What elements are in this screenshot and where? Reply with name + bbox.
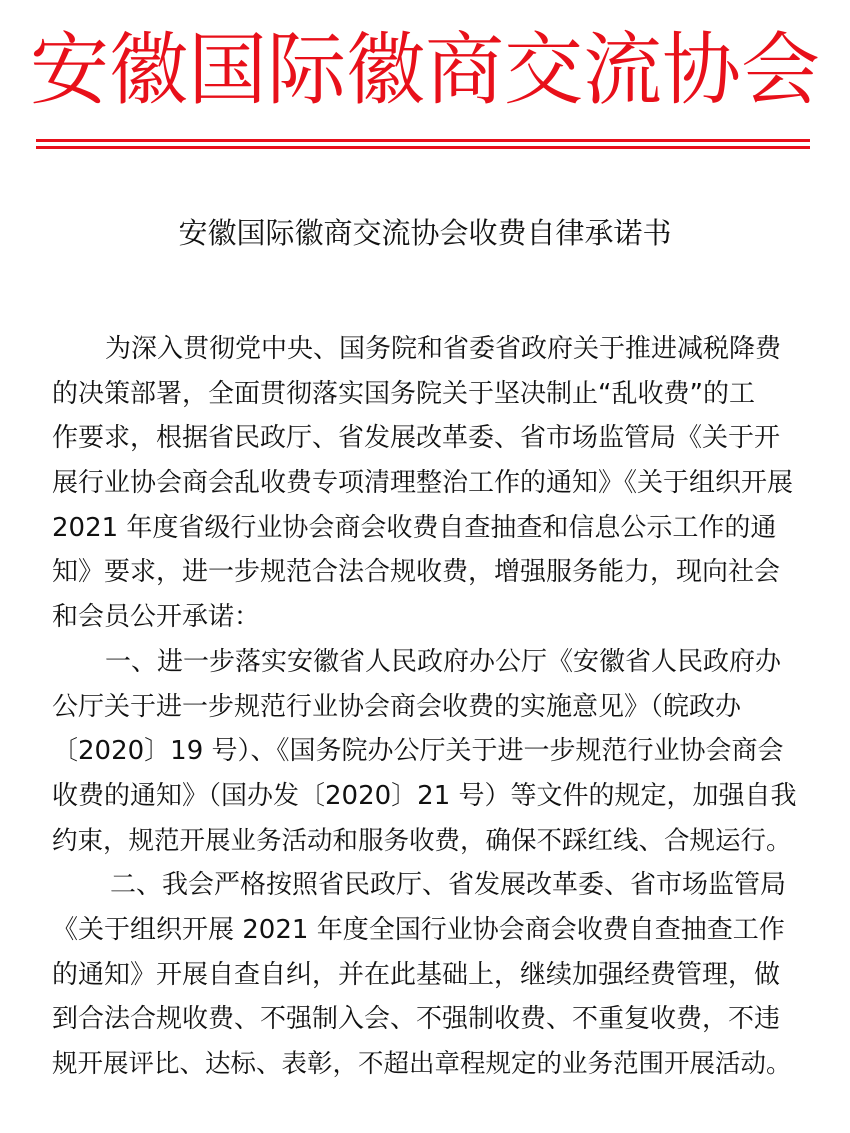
body-line: 约束，规范开展业务活动和服务收费，确保不踩红线、合规运行。 [52, 825, 792, 856]
body-line: 2021 年度省级行业协会商会收费自查抽查和信息公示工作的通 [52, 512, 777, 543]
org-masthead [0, 20, 850, 120]
org-masthead-text: 安徽国际徽商交流协会 [30, 24, 820, 116]
body-line: 《关于组织开展 2021 年度全国行业协会商会收费自查抽查工作 [52, 914, 785, 945]
body-line: 到合法合规收费、不强制入会、不强制收费、不重复收费，不违 [52, 1004, 781, 1035]
body-line: 作要求，根据省民政厅、省发展改革委、省市场监管局《关于开 [52, 423, 781, 454]
masthead-rule-bottom [36, 146, 810, 149]
body-line: 展行业协会商会乱收费专项清理整治工作的通知》《关于组织开展 [52, 468, 794, 499]
body-line: 为深入贯彻党中央、国务院和省委省政府关于推进减税降费 [105, 334, 782, 364]
body-line: 二、我会严格按照省民政厅、省发展改革委、省市场监管局 [110, 870, 787, 901]
body-line: 和会员公开承诺： [52, 602, 261, 633]
body-line: 公厅关于进一步规范行业协会商会收费的实施意见》（皖政办 [52, 691, 742, 722]
body-line: 收费的通知》（国办发〔2020〕21 号）等文件的规定，加强自我 [52, 780, 797, 811]
document-body [52, 327, 804, 1087]
body-line: 〔2020〕19 号）、《国务院办公厅关于进一步规范行业协会商会 [52, 736, 784, 767]
document-title: 安徽国际徽商交流协会收费自律承诺书 [178, 216, 672, 250]
masthead-rule-top [36, 139, 810, 142]
body-line: 一、进一步落实安徽省人民政府办公厅《安徽省人民政府办 [105, 646, 782, 677]
body-line: 知》要求，进一步规范合法合规收费，增强服务能力，现向社会 [52, 557, 781, 588]
body-line: 的通知》开展自查自纠，并在此基础上，继续加强经费管理，做 [52, 959, 781, 990]
body-line: 规开展评比、达标、表彰，不超出章程规定的业务范围开展活动。 [52, 1049, 792, 1079]
body-line: 的决策部署，全面贯彻落实国务院关于坚决制止“乱收费”的工 [52, 378, 755, 409]
